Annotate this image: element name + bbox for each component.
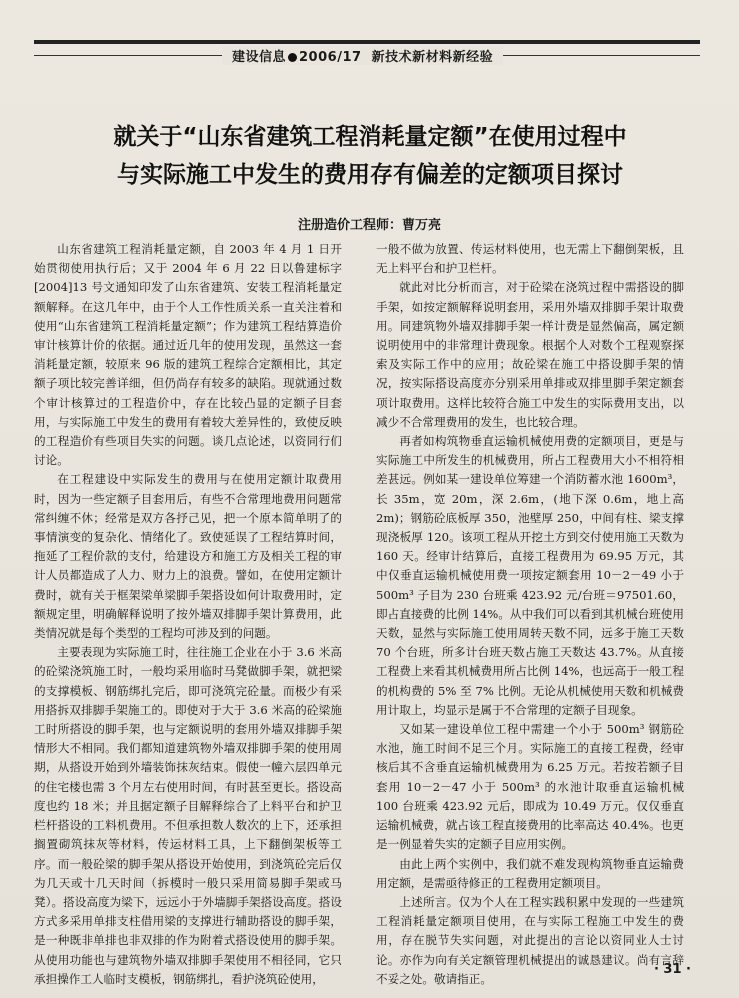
left-column (34, 240, 342, 989)
paragraph: 再者如构筑物垂直运输机械使用费的定额项目，更是与实际施工中所发生的机械费用，所占工程费用大小不相符相差甚远。例如某一建设单位筹建一个消防蓄水池 1600m³，长 35m，宽 20m，深 2.6m，(地下深 0.6m，地上高 2m)；钢筋砼底板厚 350，池壁厚 250，中间有柱、梁支撑现浇板厚 120。该项工程从开挖土方到交付使用施工天数为 160 天。经审计结算后，直接工程费用为 69.95 万元，其中仅垂直运输机械使用费一项按定额套用 10－2－49 小于 500m³ 子目为 230 台班乘 423.92 元/台班＝97501.60，即占直接费的比例 14%。从中我们可以看到其机械台班使用天数，显然与实际施工使用周转天数不同，远多于施工天数 70 个台班，所多计台班天数占施工天数达 43.7%。从直接工程费上来看其机械费用所占比例 14%，也远高于一般工程的机构费的 5% 至 7% 比例。无论从机械使用天数和机械费用计取上，均显示是属于不合常理的定额子目现象。 (376, 434, 684, 717)
running-header (34, 40, 700, 66)
paragraph: 由此上两个实例中，我们就不难发现构筑物垂直运输费用定额，是需亟待修正的工程费用定额项目。 (376, 856, 684, 890)
paragraph: 上述所言。仅为个人在工程实践积累中发现的一些建筑工程消耗量定额项目使用，在与实际工程施工中发生的费用，存在脱节失实问题，对此提出的言论以资同业人士讨论。亦作为向有关定额管理机械提出的诚恳建议。尚有言辞不妥之处。敬请指正。 (376, 894, 684, 986)
paragraph: 又如某一建设单位工程中需建一个小于 500m³ 钢筋砼水池，施工时间不足三个月。实际施工的直接工程费，经审核后其不含垂直运输机械费用为 6.25 万元。若按若额子目套用 10－2－47 小于 500m³ 的水池计取垂直运输机械 100 台班乘 423.92 元后，即成为 10.49 万元。仅仅垂直运输机械费，就占该工程直接费用的比率高达 40.4%。也更是一例显着失实的定额子目应用实例。 (376, 722, 684, 852)
paragraph: 一般不做为放置、传运材料使用，也无需上下翻倒架板，且无上料平台和护卫栏杆。 (376, 242, 684, 276)
bullet-dot-icon (288, 53, 297, 62)
header-top-bar (34, 40, 700, 44)
article-title (40, 118, 700, 194)
right-column (376, 240, 684, 989)
paragraph: 主要表现为实际施工时，往往施工企业在小于 3.6 米高的砼梁浇筑施工时，一般均采用临时马凳做脚手架，就把梁的支撑模板、钢筋绑扎完后，即可浇筑完砼量。而极少有采用搭拆双排脚手架施工的。即使对于大于 3.6 米高的砼梁施工时所搭设的脚手架，也与定额说明的套用外墙双排脚手架情形大不相同。我们都知道建筑物外墙双排脚手架的使用周期，从搭设开始到外墙装饰抹灰结束。假使一幢六层四单元的住宅楼也需 3 个月左右使用时间，有时甚至更长。搭设高度也约 18 米；并且据定额子目解释综合了上料平台和护卫栏杆搭设的工料机费用。不但承担数人数次的上下，还承担搁置砌筑抹灰等材料，传运材料工具，上下翻倒架板等工序。而一般砼梁的脚手架从搭设开始使用，到浇筑砼完后仅为几天或十几天时间（拆模时一般只采用简易脚手架或马凳）。搭设高度为梁下，远远小于外墙脚手架搭设高度。搭设方式多采用单排支柱借用梁的支撑进行辅助搭设的脚手架，是一种既非单排也非双排的作为附着式搭设使用的脚手架。从使用功能也与建筑物外墙双排脚手架使用不相径同，它只承担操作工人临时支模板，钢筋绑扎，看护浇筑砼使用， (34, 645, 342, 986)
paragraph: 就此对比分析而言，对于砼梁在浇筑过程中需搭设的脚手架，如按定额解释说明套用，采用外墙双排脚手架计取费用。同建筑物外墙双排脚手架一样计费是显然偏高，属定额说明使用中的非常理计费现象。根据个人对数个工程观察探索及实际工作中的应用；故砼梁在施工中搭设脚手架的情况，按实际搭设高度亦分别采用单排或双排里脚手架定额套项计取费用。这样比较符合施工中发生的实际费用支出，以减少不合常理费用的发生，也比较合理。 (376, 280, 684, 429)
author-line: 注册造价工程师：曹万亮 (297, 218, 441, 233)
header-section: 新技术新材料新经验 (371, 50, 494, 65)
title-line-2: 与实际施工中发生的费用存有偏差的定额项目探讨 (117, 162, 623, 188)
header-issue: 2006/17 (299, 50, 362, 65)
header-text (222, 46, 503, 65)
paragraph: 山东省建筑工程消耗量定额，自 2003 年 4 月 1 日开始贯彻使用执行后；又于 2004 年 6 月 22 日以鲁建标字[2004]13 号文通知印发了山东省建筑、安装工程消耗量定额解释。在这几年中，由于个人工作性质关系一直关注着和使用“山东省建筑工程消耗量定额”；作为建筑工程结算造价审计核算计价的依据。通过近几年的使用发现，虽然这一套消耗量定额，较原来 96 版的建筑工程综合定额相比，其定额子项比较完善详细，但仍尚存有较多的缺陷。现就通过数个审计核算过的工程造价中，存在比较凸显的定额子目套用，与实际施工中发生的费用有着较大差异性的，致使反映的工程造价有些项目失实的问题。谈几点论述，以资同行们讨论。 (34, 242, 342, 468)
title-line-1: 就关于“山东省建筑工程消耗量定额”在使用过程中 (113, 124, 627, 150)
paragraph: 在工程建设中实际发生的费用与在使用定额计取费用时，因为一些定额子目套用后，有些不合常理地费用问题常常纠缠不休；经常是双方各抒己见，把一个原本简单明了的事情演变的复杂化、情绪化了。致使延误了工程结算时间，拖延了工程价款的支付，给建设方和施工方及相关工程的审计人员都造成了人力、财力上的浪费。譬如，在使用定额计费时，就有关于框架梁单梁脚手架搭设如何计取费用时，定额规定里，明确解释说明了按外墙双排脚手架计算费用，此类情况就是每个类型的工程均可涉及到的问题。 (34, 472, 342, 641)
header-journal: 建设信息 (232, 50, 287, 65)
page-number: · 31 · (653, 962, 691, 977)
